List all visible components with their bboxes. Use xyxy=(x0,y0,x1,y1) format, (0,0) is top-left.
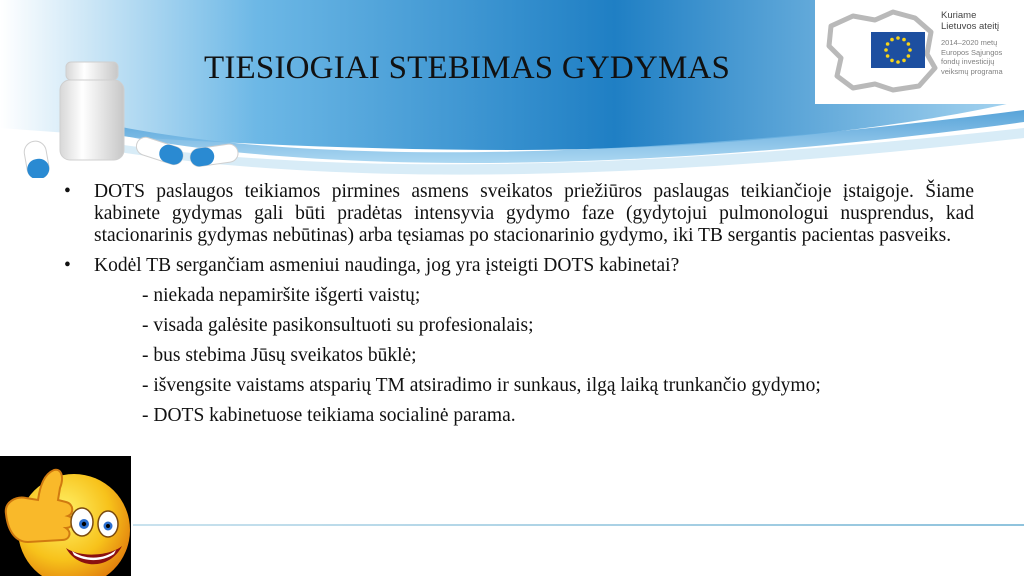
sub-item: - visada galėsite pasikonsultuoti su profesionalais; xyxy=(142,315,534,336)
bullet-item xyxy=(62,255,974,277)
bullet-text: Kodėl TB sergančiam asmeniui naudinga, jog yra įsteigti DOTS kabinetai? xyxy=(94,255,680,276)
slide-title: TIESIOGIAI STEBIMAS GYDYMAS xyxy=(204,50,731,86)
bullet-text: DOTS paslaugos teikiamos pirmines asmens sveikatos priežiūros paslaugas teikiančioje įstaigoje. Šiame kabinete gydymas gali būti pradėtas intensyvia gydymo faze (gydytojui pulmonologui nusprendus, kad stacionarinis gydymas nebūtinas) arba tęsiamas po stacionarinio gydymo, iki TB sergantis pacientas pasveiks. xyxy=(94,181,974,246)
logo-line: Lietuvos ateitį xyxy=(941,21,1000,32)
sub-item: - išvengsite vaistams atsparių TM atsiradimo ir sunkaus, ilgą laiką trunkančio gydymo; xyxy=(142,375,821,396)
sub-item: - niekada nepamiršite išgerti vaistų; xyxy=(142,285,421,306)
eu-funding-logo xyxy=(815,0,1024,104)
thumbs-up-smiley-icon xyxy=(0,456,131,576)
logo-line: fondų investicijų xyxy=(941,57,995,66)
logo-line: veiksmų programa xyxy=(941,66,1003,76)
sub-item: - DOTS kabinetuose teikiama socialinė parama. xyxy=(142,405,516,426)
bullet-marker: • xyxy=(64,255,71,276)
bullet-marker: • xyxy=(64,181,71,202)
bullet-item xyxy=(62,181,974,247)
lithuania-map-icon xyxy=(823,6,938,96)
logo-line: Kuriame xyxy=(941,10,977,21)
slide-body xyxy=(62,181,974,435)
logo-line: 2014–2020 metų xyxy=(941,38,998,47)
sub-item: - bus stebima Jūsų sveikatos būklė; xyxy=(142,345,417,366)
logo-line: Europos Sąjungos xyxy=(941,47,1003,57)
footer-divider xyxy=(133,524,1024,526)
logo-text xyxy=(941,10,1024,76)
